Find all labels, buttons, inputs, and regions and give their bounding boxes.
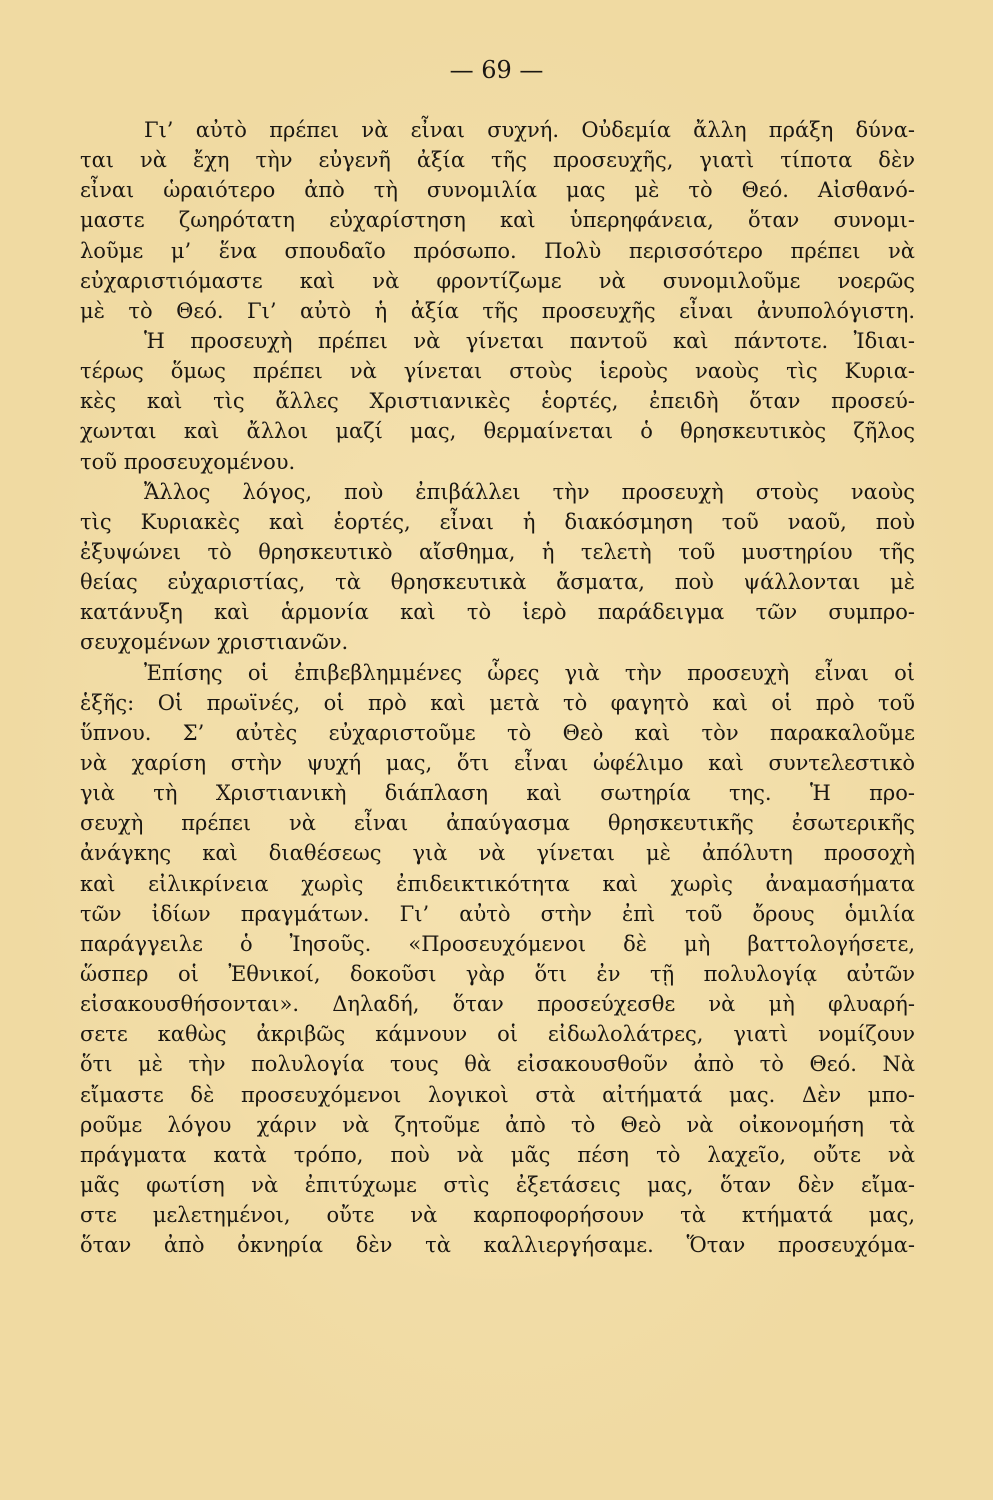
text-line: Ἐπίσης οἱ ἐπιβεβλημμένες ὧρες γιὰ τὴν προσευχὴ εἶναι οἱ	[144, 660, 915, 685]
text-line: καὶ εἰλικρίνεια χωρὶς ἐπιδεικτικότητα καὶ χωρὶς ἀναμασήματα	[80, 871, 915, 896]
text-line: γιὰ τὴ Χριστιανικὴ διάπλαση καὶ σωτηρία της. Ἡ προ-	[80, 781, 915, 806]
text-line: νὰ χαρίση στὴν ψυχή μας, ὅτι εἶναι ὠφέλιμο καὶ συντελεστικὸ	[80, 750, 915, 775]
text-line: κατάνυξη καὶ ἁρμονία καὶ τὸ ἱερὸ παράδειγμα τῶν συμπρο-	[80, 600, 915, 625]
body-text	[80, 115, 915, 1260]
text-line: τοῦ προσευχομένου.	[80, 449, 296, 474]
text-line: ροῦμε λόγου χάριν νὰ ζητοῦμε ἀπὸ τὸ Θεὸ νὰ οἰκονομήση τὰ	[80, 1112, 915, 1137]
text-line: Ἄλλος λόγος, ποὺ ἐπιβάλλει τὴν προσευχὴ στοὺς ναοὺς	[144, 479, 915, 504]
text-line: σευχομένων χριστιανῶν.	[80, 630, 349, 655]
text-line: ὅταν ἀπὸ ὀκνηρία δὲν τὰ καλλιεργήσαμε. Ὅταν προσευχόμα-	[80, 1233, 915, 1258]
text-line: θείας εὐχαριστίας, τὰ θρησκευτικὰ ἄσματα, ποὺ ψάλλονται μὲ	[80, 570, 915, 595]
text-line: σευχὴ πρέπει νὰ εἶναι ἀπαύγασμα θρησκευτικῆς ἐσωτερικῆς	[80, 811, 915, 836]
text-line: μὲ τὸ Θεό. Γι’ αὐτὸ ἡ ἀξία τῆς προσευχῆς εἶναι ἀνυπολόγιστη.	[80, 298, 915, 323]
text-line: λοῦμε μ’ ἕνα σπουδαῖο πρόσωπο. Πολὺ περισσότερο πρέπει νὰ	[80, 238, 915, 263]
text-line: κὲς καὶ τὶς ἄλλες Χριστιανικὲς ἑορτές, ἐπειδὴ ὅταν προσεύ-	[80, 389, 915, 414]
text-line: σετε καθὼς ἀκριβῶς κάμνουν οἱ εἰδωλολάτρες, γιατὶ νομίζουν	[80, 1022, 915, 1047]
text-line: ὅτι μὲ τὴν πολυλογία τους θὰ εἰσακουσθοῦν ἀπὸ τὸ Θεό. Νὰ	[80, 1052, 915, 1077]
text-line: Γι’ αὐτὸ πρέπει νὰ εἶναι συχνή. Οὐδεμία ἄλλη πράξη δύνα-	[144, 118, 915, 142]
text-line: ἐξυψώνει τὸ θρησκευτικὸ αἴσθημα, ἡ τελετὴ τοῦ μυστηρίου τῆς	[80, 539, 915, 564]
text-line: παράγγειλε ὁ Ἰησοῦς. «Προσευχόμενοι δὲ μὴ βαττολογήσετε,	[80, 931, 915, 956]
text-line: ἑξῆς: Οἱ πρωϊνές, οἱ πρὸ καὶ μετὰ τὸ φαγητὸ καὶ οἱ πρὸ τοῦ	[80, 690, 915, 715]
text-line: ὥσπερ οἱ Ἐθνικοί, δοκοῦσι γὰρ ὅτι ἐν τῇ πολυλογίᾳ αὐτῶν	[80, 961, 915, 986]
text-line: ἀνάγκης καὶ διαθέσεως γιὰ νὰ γίνεται μὲ ἀπόλυτη προσοχὴ	[80, 841, 915, 866]
text-line: μαστε ζωηρότατη εὐχαρίστηση καὶ ὑπερηφάνεια, ὅταν συνομι-	[80, 208, 915, 233]
text-line: εἶναι ὡραιότερο ἀπὸ τὴ συνομιλία μας μὲ τὸ Θεό. Αἰσθανό-	[80, 178, 915, 203]
text-line: ται νὰ ἔχη τὴν εὐγενῆ ἀξία τῆς προσευχῆς, γιατὶ τίποτα δὲν	[80, 148, 915, 173]
page-number: — 69 —	[449, 56, 544, 84]
text-line: εἴμαστε δὲ προσευχόμενοι λογικοὶ στὰ αἰτήματά μας. Δὲν μπο-	[80, 1082, 915, 1107]
text-line: μᾶς φωτίση νὰ ἐπιτύχωμε στὶς ἐξετάσεις μας, ὅταν δὲν εἴμα-	[80, 1172, 915, 1197]
text-line: εἰσακουσθήσονται». Δηλαδή, ὅταν προσεύχεσθε νὰ μὴ φλυαρή-	[80, 992, 915, 1017]
text-line: χωνται καὶ ἄλλοι μαζί μας, θερμαίνεται ὁ θρησκευτικὸς ζῆλος	[80, 419, 915, 444]
text-line: εὐχαριστιόμαστε καὶ νὰ φροντίζωμε νὰ συνομιλοῦμε νοερῶς	[80, 268, 915, 293]
text-line: τέρως ὅμως πρέπει νὰ γίνεται στοὺς ἱεροὺς ναοὺς τὶς Κυρια-	[80, 359, 915, 384]
text-line: πράγματα κατὰ τρόπο, ποὺ νὰ μᾶς πέση τὸ λαχεῖο, οὔτε νὰ	[80, 1142, 915, 1167]
text-line: τὶς Κυριακὲς καὶ ἑορτές, εἶναι ἡ διακόσμηση τοῦ ναοῦ, ποὺ	[80, 509, 915, 534]
text-line: στε μελετημένοι, οὔτε νὰ καρποφορήσουν τὰ κτήματά μας,	[80, 1203, 915, 1228]
text-line: τῶν ἰδίων πραγμάτων. Γι’ αὐτὸ στὴν ἐπὶ τοῦ ὄρους ὁμιλία	[80, 901, 915, 926]
text-line: Ἡ προσευχὴ πρέπει νὰ γίνεται παντοῦ καὶ πάντοτε. Ἰδιαι-	[144, 328, 915, 353]
text-line: ὕπνου. Σ’ αὐτὲς εὐχαριστοῦμε τὸ Θεὸ καὶ τὸν παρακαλοῦμε	[80, 720, 915, 745]
